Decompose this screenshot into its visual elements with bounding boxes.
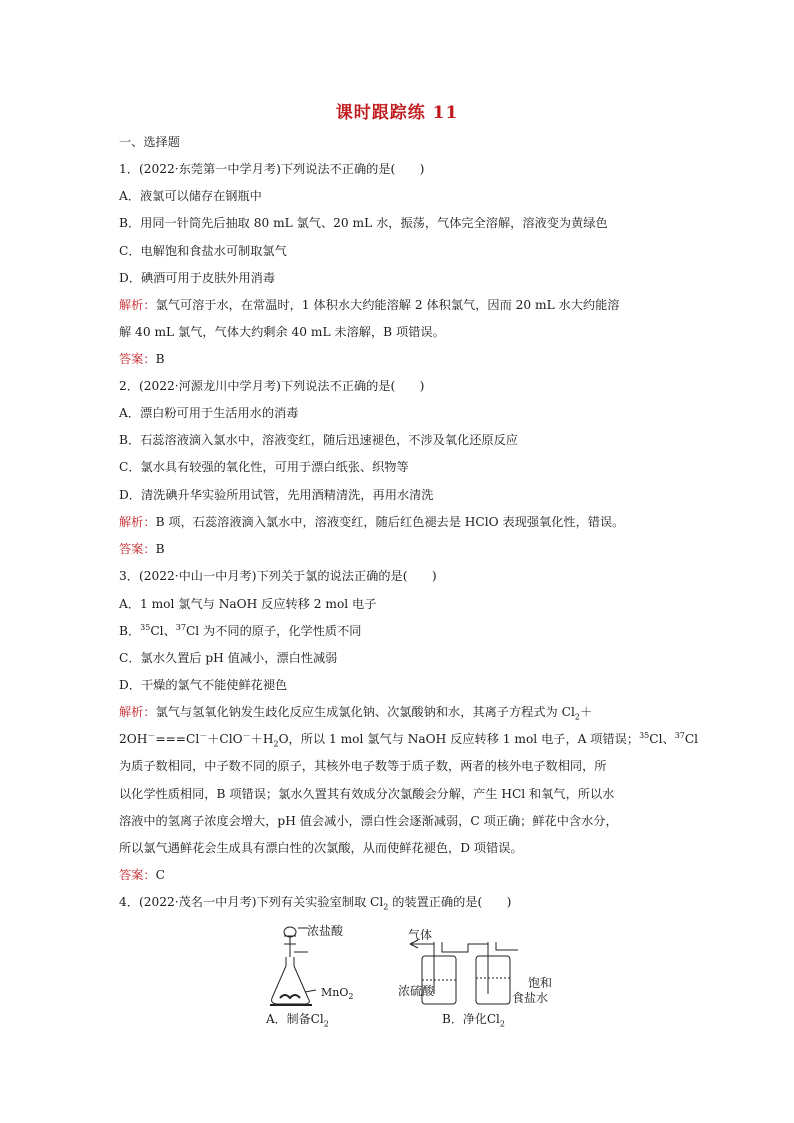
saturated-label: 饱和: [528, 976, 553, 990]
charge: －: [242, 730, 251, 740]
question-1-option-c: C．电解饱和食盐水可制取氯气: [119, 244, 287, 258]
option-text: Cl、: [150, 624, 176, 638]
subscript: 2: [499, 1019, 505, 1029]
question-1-answer: [119, 351, 679, 368]
subscript: 2: [273, 739, 279, 749]
question-text: 4．(2022·茂名一中月考)下列有关实验室制取 Cl: [119, 895, 384, 909]
question-3-analysis-equation: [119, 730, 699, 749]
question-2-option-d: D．清洗碘升华实验所用试管，先用酒精清洗，再用水清洗: [119, 488, 434, 502]
hydrochloric-acid-label: 浓盐酸: [307, 924, 344, 938]
subscript: 2: [323, 1019, 329, 1029]
manganese-dioxide-label: [321, 986, 354, 1002]
answer-label: 答案：: [119, 868, 156, 882]
analysis-label: 解析：: [119, 515, 156, 529]
answer-label: 答案：: [119, 542, 156, 556]
question-3-stem: 3．(2022·中山一中月考)下列关于氯的说法正确的是( ): [119, 569, 437, 583]
question-1-option-a: A．液氯可以储存在钢瓶中: [119, 189, 262, 203]
answer-value: B: [155, 542, 165, 556]
question-3-analysis-cont: 为质子数相同，中子数不同的原子，其核外电子数等于质子数，两者的核外电子数相同，所: [119, 759, 607, 773]
caption-text: A．制备Cl: [266, 1012, 324, 1026]
analysis-text: Cl: [684, 732, 699, 746]
mass-number: 35: [639, 730, 650, 740]
question-3-option-d: D．干燥的氯气不能使鲜花褪色: [119, 678, 288, 692]
analysis-text: ＋H: [250, 732, 274, 746]
question-2-analysis: [119, 514, 679, 531]
charge: －: [199, 730, 208, 740]
question-1-stem: 1．(2022·东莞第一中学月考)下列说法不正确的是( ): [119, 162, 425, 176]
analysis-text: O，所以 1 mol 氯气与 NaOH 反应转移 1 mol 电子，A 项错误；: [278, 732, 640, 746]
question-2-stem: 2．(2022·河源龙川中学月考)下列说法不正确的是( ): [119, 379, 425, 393]
page-title: 课时跟踪练 11: [335, 103, 459, 123]
question-3-analysis-cont: 以化学性质相同，B 项错误；氯水久置其有效成分次氯酸会分解，产生 HCl 和氧气，所以水: [119, 787, 615, 801]
brine-label: 食盐水: [512, 991, 549, 1005]
question-1-analysis: [119, 297, 679, 314]
section-heading: 一、选择题: [119, 135, 180, 149]
question-3-analysis-cont: 溶液中的氢离子浓度会增大，pH 值会减小，漂白性会逐渐减弱，C 项正确；鲜花中含水分，: [119, 814, 618, 828]
mass-number: 35: [140, 622, 151, 632]
analysis-text: 2OH: [119, 732, 148, 746]
analysis-text: ===Cl: [155, 732, 200, 746]
analysis-text: ＋ClO: [207, 732, 243, 746]
mass-number: 37: [674, 730, 685, 740]
apparatus-figure: [250, 922, 570, 1027]
question-2-option-b: B．石蕊溶液滴入氯水中，溶液变红，随后迅速褪色，不涉及氧化还原反应: [119, 433, 518, 447]
gas-label: 气体: [408, 928, 433, 942]
question-2-answer: [119, 541, 679, 558]
question-3-answer: [119, 867, 679, 884]
option-letter: B．: [119, 624, 141, 638]
answer-label: 答案：: [119, 352, 156, 366]
question-1-analysis-cont: 解 40 mL 氯气，气体大约剩余 40 mL 未溶解，B 项错误。: [119, 325, 445, 339]
question-3-option-a: A．1 mol 氯气与 NaOH 反应转移 2 mol 电子: [119, 597, 377, 611]
question-3-option-b: [119, 623, 679, 640]
sulfuric-acid-label: 浓硫酸: [398, 984, 435, 998]
subscript: 2: [383, 902, 389, 912]
formula-text: MnO: [321, 986, 349, 999]
question-1-option-b: B．用同一针筒先后抽取 80 mL 氯气、20 mL 水，振荡，气体完全溶解，溶液变为黄绿色: [119, 216, 608, 230]
mass-number: 37: [175, 622, 186, 632]
analysis-text: 氯气与氢氧化钠发生歧化反应生成氯化钠、次氯酸钠和水，其离子方程式为 Cl: [155, 705, 575, 719]
question-2-option-a: A．漂白粉可用于生活用水的消毒: [119, 406, 299, 420]
analysis-text: B 项，石蕊溶液滴入氯水中，溶液变红，随后红色褪去是 HClO 表现强氧化性，错误。: [155, 515, 625, 529]
option-text: Cl 为不同的原子，化学性质不同: [185, 624, 362, 638]
answer-value: B: [155, 352, 165, 366]
question-2-option-c: C．氯水具有较强的氧化性，可用于漂白纸张、织物等: [119, 460, 409, 474]
subscript: 2: [574, 712, 580, 722]
charge: －: [147, 730, 156, 740]
analysis-text: 氯气可溶于水，在常温时，1 体积水大约能溶解 2 体积氯气，因而 20 mL 水大约能溶: [155, 298, 620, 312]
question-4-stem: [119, 894, 679, 911]
caption-text: B．净化Cl: [442, 1012, 500, 1026]
analysis-text: Cl、: [649, 732, 675, 746]
figure-a-caption: [266, 1010, 329, 1027]
analysis-label: 解析：: [119, 298, 156, 312]
question-3-option-c: C．氯水久置后 pH 值减小，漂白性减弱: [119, 651, 338, 665]
question-3-analysis-cont: 所以氯气遇鲜花会生成具有漂白性的次氯酸，从而使鲜花褪色，D 项错误。: [119, 841, 523, 855]
answer-value: C: [155, 868, 165, 882]
analysis-label: 解析：: [119, 705, 156, 719]
question-3-analysis: [119, 704, 679, 721]
analysis-text: ＋: [579, 705, 593, 719]
figure-b-caption: [442, 1010, 505, 1027]
subscript: 2: [348, 992, 354, 1002]
question-text: 的装置正确的是( ): [388, 895, 512, 909]
question-1-option-d: D．碘酒可用于皮肤外用消毒: [119, 271, 276, 285]
